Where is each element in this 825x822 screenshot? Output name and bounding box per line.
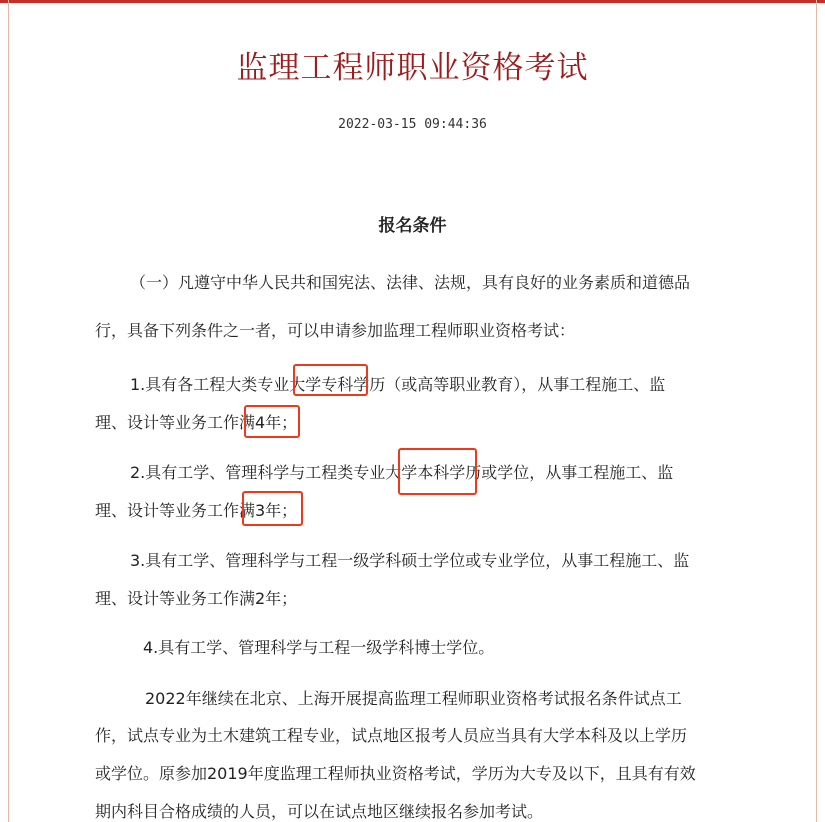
para2-line1: 2022年继续在北京、上海开展提高监理工程师职业资格考试报名条件试点工 xyxy=(145,689,682,708)
item3-line2: 理、设计等业务工作满2年； xyxy=(95,589,298,608)
highlight-box-college xyxy=(293,364,368,396)
item1-line2: 理、设计等业务工作满4年； xyxy=(95,413,298,432)
highlight-box-4-years xyxy=(244,405,300,438)
highlight-box-3-years xyxy=(242,491,303,526)
para1-line2: 行，具备下列条件之一者，可以申请参加监理工程师职业资格考试： xyxy=(95,321,576,340)
item2-line1: 2.具有工学、管理科学与工程类专业大学本科学历或学位，从事工程施工、监 xyxy=(130,463,674,482)
para2-line3: 或学位。原参加2019年度监理工程师执业资格考试，学历为大专及以下，且具有有效 xyxy=(95,764,696,783)
item3-line1: 3.具有工学、管理科学与工程一级学科硕士学位或专业学位，从事工程施工、监 xyxy=(130,551,690,570)
article-title: 监理工程师职业资格考试 xyxy=(236,50,589,86)
para1-line1: （一）凡遵守中华人民共和国宪法、法律、法规，具有良好的业务素质和道德品 xyxy=(130,273,691,292)
item1-line1: 1.具有各工程大类专业大学专科学历（或高等职业教育），从事工程施工、监 xyxy=(130,375,666,394)
publish-date: 2022-03-15 09:44:36 xyxy=(338,117,487,132)
para2-line4: 期内科目合格成绩的人员，可以在试点地区继续报名参加考试。 xyxy=(95,802,544,821)
section-heading: 报名条件 xyxy=(378,216,447,236)
highlight-box-bachelor xyxy=(398,448,477,495)
top-border xyxy=(0,0,825,3)
para2-line2: 作，试点专业为土木建筑工程专业，试点地区报考人员应当具有大学本科及以上学历 xyxy=(95,726,688,745)
item4-line1: 4.具有工学、管理科学与工程一级学科博士学位。 xyxy=(143,638,495,657)
item2-line2: 理、设计等业务工作满3年； xyxy=(95,501,298,520)
